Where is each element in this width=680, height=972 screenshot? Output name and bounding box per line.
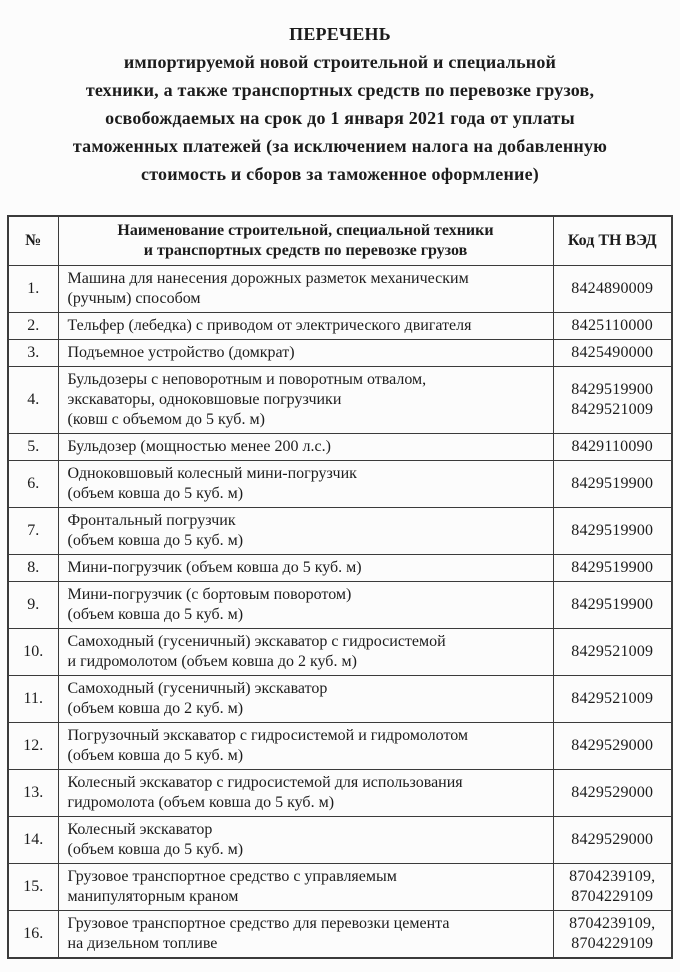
row-code-value: 8425490000 [571, 344, 654, 361]
row-code-value: 8429519900 [571, 596, 654, 613]
table-row [8, 676, 672, 723]
header-number-cell [8, 216, 58, 266]
row-code-value: 8704239109, [569, 915, 656, 932]
row-name-cell [58, 582, 553, 629]
row-name-cell [58, 911, 553, 959]
row-name-line: Одноковшовый колесный мини-погрузчик [67, 465, 357, 482]
header-number-label: № [25, 232, 42, 249]
row-code-value: 8429529000 [571, 784, 654, 801]
document-title [10, 20, 670, 188]
row-code-cell [553, 723, 672, 770]
table-row [8, 367, 672, 434]
document-title-line: таможенных платежей (за исключением налога на добавленную [72, 136, 608, 156]
row-name-line: (объем ковша до 5 куб. м) [67, 606, 244, 623]
row-name-line: (объем ковша до 5 куб. м) [67, 747, 244, 764]
table-row [8, 555, 672, 582]
row-name-line: (объем ковша до 2 куб. м) [67, 700, 244, 717]
row-name-line: Самоходный (гусеничный) экскаватор [67, 680, 328, 697]
row-name-line: экскаваторы, одноковшовые погрузчики [67, 391, 342, 408]
row-name-line: Бульдозеры с неповоротным и поворотным отвалом, [67, 371, 427, 388]
row-number-cell: 10. [8, 629, 58, 676]
row-name-cell [58, 817, 553, 864]
row-name-line: Бульдозер (мощностью менее 200 л.с.) [67, 438, 331, 455]
table-row [8, 313, 672, 340]
row-name-cell [58, 266, 553, 313]
row-name-line: Мини-погрузчик (с бортовым поворотом) [67, 586, 352, 603]
row-name-line: Самоходный (гусеничный) экскаватор с гидросистемой [67, 633, 446, 650]
row-code-value: 8429521009 [571, 690, 654, 707]
table-row [8, 582, 672, 629]
row-code-cell [553, 434, 672, 461]
row-code-value: 8425110000 [571, 317, 653, 334]
table-row [8, 817, 672, 864]
table-row [8, 434, 672, 461]
row-name-line: Мини-погрузчик (объем ковша до 5 куб. м) [67, 559, 362, 576]
row-name-cell [58, 367, 553, 434]
row-number-cell: 5. [8, 434, 58, 461]
equipment-table [7, 215, 673, 959]
row-name-cell [58, 313, 553, 340]
row-number-cell: 13. [8, 770, 58, 817]
row-name-line: Погрузочный экскаватор с гидросистемой и гидромолотом [67, 727, 469, 744]
document-title-line: техники, а также транспортных средств по перевозке грузов, [85, 80, 595, 100]
row-number-cell: 6. [8, 461, 58, 508]
row-code-value: 8429519900 [571, 522, 654, 539]
row-code-value: 8429521009 [571, 401, 654, 418]
document-title-line: стоимость и сборов за таможенное оформление) [141, 164, 539, 184]
table-header-row [8, 216, 672, 266]
row-number-cell: 16. [8, 911, 58, 959]
header-code-label: Код ТН ВЭД [567, 232, 657, 249]
table-header [8, 216, 672, 266]
row-name-line: гидромолота (объем ковша до 5 куб. м) [67, 794, 335, 811]
row-code-value: 8429529000 [571, 737, 654, 754]
table-row [8, 340, 672, 367]
table-row [8, 911, 672, 959]
table-row [8, 629, 672, 676]
row-name-cell [58, 508, 553, 555]
row-code-cell [553, 555, 672, 582]
row-code-cell [553, 313, 672, 340]
table-body [8, 266, 672, 959]
header-code-cell [553, 216, 672, 266]
row-name-cell [58, 676, 553, 723]
row-code-cell [553, 582, 672, 629]
row-code-cell [553, 817, 672, 864]
table-row [8, 266, 672, 313]
row-code-value: 8429519900 [571, 559, 654, 576]
row-name-cell [58, 555, 553, 582]
table-row [8, 770, 672, 817]
row-number-cell: 3. [8, 340, 58, 367]
row-number-cell: 14. [8, 817, 58, 864]
row-number-cell: 8. [8, 555, 58, 582]
header-name-label-line2: и транспортных средств по перевозке грузов [143, 242, 468, 259]
row-code-cell [553, 629, 672, 676]
document-title-line: освобождаемых на срок до 1 января 2021 года от уплаты [105, 108, 575, 128]
row-code-value: 8429529000 [571, 831, 654, 848]
row-name-line: Грузовое транспортное средство с управляемым [67, 868, 397, 885]
row-code-value: 8429519900 [571, 381, 654, 398]
row-code-value: 8704229109 [571, 935, 654, 952]
row-name-line: (объем ковша до 5 куб. м) [67, 532, 244, 549]
row-code-value: 8429110090 [571, 438, 653, 455]
row-code-value: 8429521009 [571, 643, 654, 660]
row-name-line: Машина для нанесения дорожных разметок механическим [67, 270, 469, 287]
row-number-cell: 1. [8, 266, 58, 313]
row-number-cell: 4. [8, 367, 58, 434]
row-name-cell [58, 864, 553, 911]
row-code-cell [553, 367, 672, 434]
document-title-line: импортируемой новой строительной и специальной [123, 52, 557, 72]
row-name-line: (ковш с объемом до 5 куб. м) [67, 411, 265, 428]
row-number-cell: 9. [8, 582, 58, 629]
row-name-line: Колесный экскаватор с гидросистемой для использования [67, 774, 463, 791]
row-name-line: Фронтальный погрузчик [67, 512, 236, 529]
row-code-value: 8424890009 [571, 280, 654, 297]
row-name-cell [58, 461, 553, 508]
row-code-cell [553, 508, 672, 555]
table-row [8, 864, 672, 911]
row-name-line: (объем ковша до 5 куб. м) [67, 841, 244, 858]
row-name-cell [58, 770, 553, 817]
header-name-cell [58, 216, 553, 266]
row-number-cell: 7. [8, 508, 58, 555]
table-row [8, 508, 672, 555]
row-name-cell [58, 629, 553, 676]
row-code-cell [553, 461, 672, 508]
row-number-cell: 15. [8, 864, 58, 911]
row-name-line: (объем ковша до 5 куб. м) [67, 485, 244, 502]
row-code-cell [553, 676, 672, 723]
row-code-value: 8429519900 [571, 475, 654, 492]
row-code-value: 8704229109 [571, 888, 654, 905]
row-code-cell [553, 266, 672, 313]
document-title-line: ПЕРЕЧЕНЬ [289, 24, 391, 44]
row-name-cell [58, 723, 553, 770]
row-code-cell [553, 911, 672, 959]
row-code-value: 8704239109, [569, 868, 656, 885]
header-name-label-line1: Наименование строительной, специальной техники [117, 222, 494, 239]
row-name-line: на дизельном топливе [67, 935, 218, 952]
document-page [0, 20, 680, 959]
row-name-cell [58, 434, 553, 461]
row-number-cell: 2. [8, 313, 58, 340]
row-name-line: Грузовое транспортное средство для перевозки цемента [67, 915, 450, 932]
table-row [8, 461, 672, 508]
row-name-cell [58, 340, 553, 367]
row-name-line: и гидромолотом (объем ковша до 2 куб. м) [67, 653, 357, 670]
row-code-cell [553, 340, 672, 367]
row-number-cell: 11. [8, 676, 58, 723]
row-code-cell [553, 864, 672, 911]
row-name-line: (ручным) способом [67, 290, 201, 307]
row-number-cell: 12. [8, 723, 58, 770]
row-name-line: манипуляторным краном [67, 888, 239, 905]
row-code-cell [553, 770, 672, 817]
row-name-line: Колесный экскаватор [67, 821, 213, 838]
row-name-line: Подъемное устройство (домкрат) [67, 344, 295, 361]
table-row [8, 723, 672, 770]
row-name-line: Тельфер (лебедка) с приводом от электрического двигателя [67, 317, 472, 334]
